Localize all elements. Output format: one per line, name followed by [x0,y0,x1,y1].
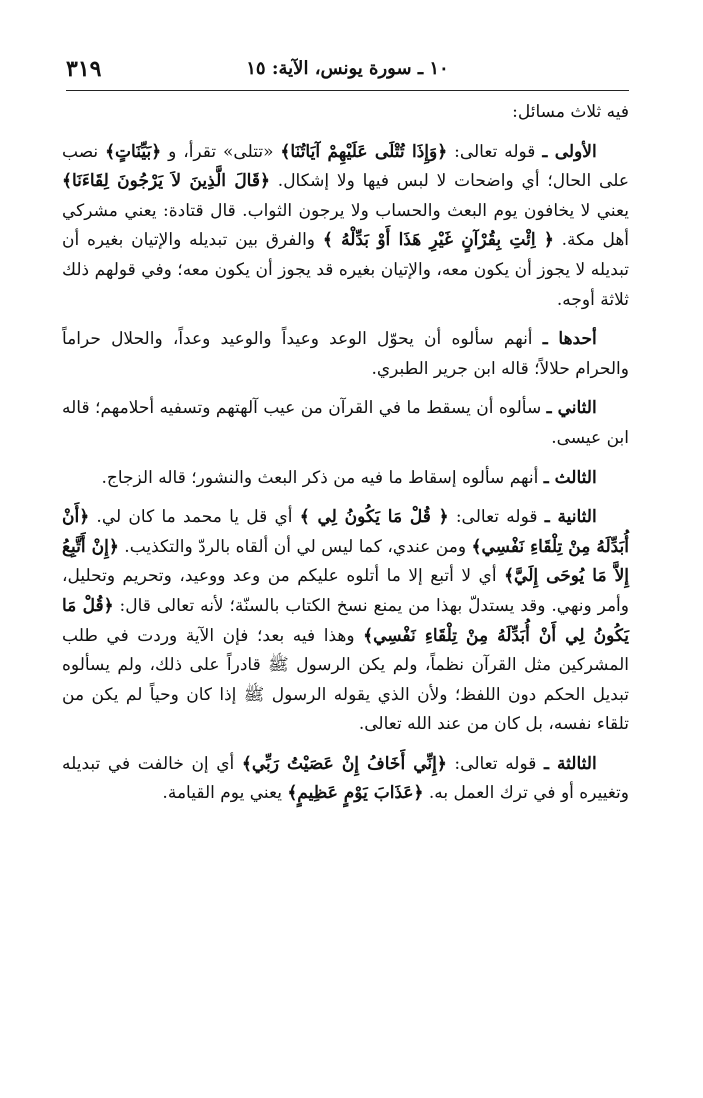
quran-verse: ﴿ قُلْ مَا يَكُونُ لِي ﴾ [299,507,449,528]
first-issue-paragraph [62,138,629,316]
text-segment: وهذا فيه بعد؛ فإن الآية وردت في طلب المشركين مثل القرآن نظماً، ولم يكن الرسول ﷺ قادراً على ذلك، ولم يسألوه تبديل الحكم دون اللفظ؛ ولأن الذي يقوله الرسول ﷺ إذا كان وحياً لم يكن من تلقاء نفسه، بل كان من عند الله تعالى. [62,625,629,735]
text-segment: نصب على الحال؛ أي واضحات لا لبس فيها ولا إشكال. [62,141,629,192]
aspect-paragraph-1 [62,325,629,384]
aspect-lead: أحدها ـ [542,329,597,350]
text-segment: أي قل يا محمد ما كان لي. [89,507,300,528]
quran-verse: ﴿إِنِّي أَخَافُ إِنْ عَصَيْتُ رَبِّي﴾ [241,753,447,774]
text-segment: يعني لا يخافون يوم البعث والحساب ولا يرجون الثواب. قال قتادة: يعني مشركي أهل مكة. [62,200,630,251]
quran-verse: ﴿قُلْ مَا يَكُونُ لِي أَنْ أُبَدِّلَهُ مِنْ تِلْقَاءِ نَفْسِي﴾ [62,595,629,646]
text-segment: أي لا أتبع إلا ما أتلوه عليكم من وعد ووعيد، وتحريم وتحليل، وأمر ونهي. وقد يستدلّ بهذا من يمنع نسخ الكتاب بالسنّة؛ لأنه تعالى قال: [62,566,629,616]
quran-verse: ﴿عَذَابَ يَوْمٍ عَظِيمٍ﴾ [287,783,424,804]
text-segment: «تتلى» تقرأ، و [161,141,281,162]
intro-paragraph: فيه ثلاث مسائل: [512,102,629,122]
text-segment: ومن عندي، كما ليس لي أن ألقاه بالردّ والتكذيب. [118,536,472,557]
aspect-paragraph-3 [62,464,629,494]
quran-verse: ﴿إِنْ أَتَّبِعُ إِلاَّ مَا يُوحَى إِلَيَّ﴾ [62,536,629,587]
text-segment: قوله تعالى: [446,753,544,774]
text-segment: يعني يوم القيامة. [162,783,288,804]
text-segment: أي إن خالفت في تبديله وتغييره أو في ترك العمل به. [62,753,629,804]
quran-verse: ﴿وَإِذَا تُتْلَى عَلَيْهِمْ آيَاتُنَا﴾ [280,141,448,162]
aspect-text: سألوه أن يسقط ما في القرآن من عيب آلهتهم وتسفيه أحلامهم؛ قاله ابن عيسى. [62,398,629,448]
text-segment: والفرق بين تبديله والإتيان بغيره أن تبديله لا يجوز أن يكون معه، والإتيان بغيره قد يجوز أن يكون معه؛ وفي قولهم ذلك ثلاثة أوجه. [62,230,629,310]
aspect-lead: الثالث ـ [543,467,597,488]
quran-verse: ﴿أَنْ أُبَدِّلَهُ مِنْ تِلْقَاءِ نَفْسِي﴾ [62,507,629,557]
page-body [62,98,629,809]
text-segment: قوله تعالى: [447,141,543,162]
page-header [66,56,629,91]
second-issue-lead: الثانية ـ [544,507,597,528]
aspect-paragraph-2 [62,394,629,453]
page-number: ٣١٩ [66,56,102,82]
quran-verse: ﴿بَيِّنَاتٍ﴾ [105,141,162,162]
second-issue-paragraph [62,503,629,740]
running-title: ١٠ ـ سورة يونس، الآية: ١٥ [246,58,449,79]
text-segment: قوله تعالى: [448,507,545,528]
aspect-text: أنهم سألوه إسقاط ما فيه من ذكر البعث والنشور؛ قاله الزجاج. [101,467,544,488]
third-issue-paragraph [62,750,629,809]
aspect-lead: الثاني ـ [546,398,597,419]
quran-verse: ﴿ اِئْتِ بِقُرْآنٍ غَيْرِ هَذَا أَوْ بَدِّلْهُ ﴾ [322,230,554,251]
third-issue-lead: الثالثة ـ [543,753,597,774]
quran-verse: ﴿قَالَ الَّذِينَ لاَ يَرْجُونَ لِقَاءَنَا﴾ [62,171,270,192]
aspect-text: أنهم سألوه أن يحوّل الوعد وعيداً والوعيد وعداً، والحلال حراماً والحرام حلالاً؛ قاله ابن جرير الطبري. [62,329,629,379]
first-issue-lead: الأولى ـ [542,141,597,162]
